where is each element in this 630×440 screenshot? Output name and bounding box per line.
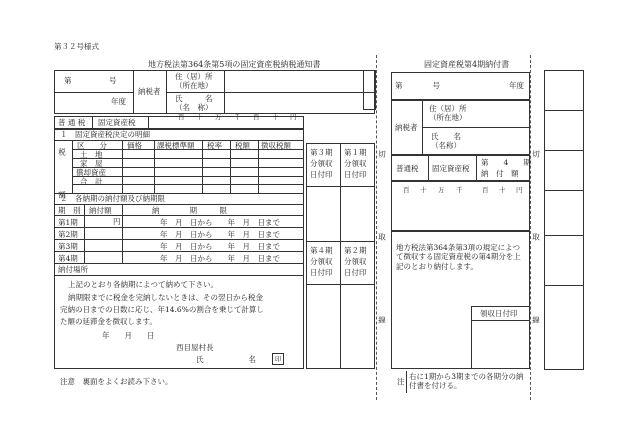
receipt-unit-hundred-million: 百 — [403, 186, 410, 194]
unit-thousand: 千 — [234, 113, 241, 121]
receipt-unit-thousand: 千 — [456, 186, 463, 194]
installment-deadline-3: 年 月 日から 年 月 日まで — [160, 242, 280, 251]
receipt-unit-ten-thousand: 万 — [438, 186, 445, 194]
receipt-unit-ten-million: 十 — [420, 186, 427, 194]
receipt-notice: 地方税法第364条第3項の規定によつて徴収する固定資産税の第4期分を上記のとおり納付します。 — [396, 243, 521, 271]
cut-line-left — [376, 55, 377, 400]
installment-deadline-2: 年 月 日から 年 月 日まで — [160, 230, 280, 239]
name-label: 氏 名 — [175, 94, 213, 103]
notice-line-1: 上記のとおり各納期によつて納めて下さい。 — [68, 280, 218, 289]
receipt-collection-type: 普通税 — [396, 164, 419, 173]
stamp-1-line3: 日付印 — [344, 170, 367, 179]
receipt-name-sub: （名称） — [431, 141, 461, 150]
name-field[interactable] — [225, 93, 374, 113]
unit-ten: 十 — [272, 113, 279, 121]
mayor-seal-char: 印 — [275, 355, 282, 363]
receipt-title: 固定資産税第4期納付書 — [424, 60, 510, 69]
installment-period-4: 第4期 — [58, 254, 78, 263]
s1-header-rate: 税率 — [207, 141, 222, 150]
stamp-1-line2: 分領収 — [344, 159, 367, 168]
s1-header-tax: 税額 — [235, 141, 250, 150]
receipt-number-label: 第 号 — [395, 81, 440, 90]
name-sub: （名 称） — [175, 103, 213, 112]
unit-hundred: 百 — [253, 113, 260, 121]
receipt-stamp-label: 領収日付印 — [480, 309, 518, 318]
unit-ten-million: 十 — [196, 113, 203, 121]
unit-yen: 円 — [290, 113, 297, 121]
unit-ten-thousand: 万 — [215, 113, 222, 121]
mayor-title: 西目屋村長 — [176, 343, 214, 352]
receipt-footnote-text: 右に1期から3期までの各期分の納付書を付ける。 — [409, 372, 524, 391]
s2-header-amount: 納付額 — [89, 206, 112, 215]
s2-yen: 円 — [113, 217, 121, 226]
receipt-amount-label: 納 付 額 — [481, 169, 519, 178]
stamp-4-line3: 日付印 — [310, 268, 333, 277]
s1-row-depreciable: 償却資産 — [76, 168, 106, 177]
installment-period-2: 第2期 — [58, 230, 78, 239]
installment-period-3: 第3期 — [58, 242, 78, 251]
main-footnote: 注意 裏面をよくお読み下さい。 — [60, 377, 173, 386]
stamp-3-line3: 日付印 — [310, 170, 333, 179]
notice-line-4: た額の延滞金を徴収します。 — [60, 317, 157, 326]
taxpayer-label: 納税者 — [138, 87, 161, 96]
notice-title: 地方税法第364条第5項の固定資産税納税通知書 — [148, 60, 321, 69]
receipt-edge-left — [363, 70, 376, 110]
section1-title: １ 固定資産税決定の明細 — [60, 130, 150, 139]
receipt-footnote-label: 注 — [397, 377, 405, 386]
stamp-4-line1: 第４期 — [310, 246, 333, 255]
receipt-taxpayer-label: 納税者 — [395, 123, 418, 132]
s1-header-price: 価格 — [127, 141, 142, 150]
s1-header-collected: 徴収税額 — [261, 141, 291, 150]
s1-row-house: 家 屋 — [80, 159, 103, 168]
installment-deadline-1: 年 月 日から 年 月 日まで — [160, 218, 280, 227]
cut-line-label-left: 切 取 線 — [377, 150, 387, 358]
tax-type: 固定資産税 — [98, 118, 136, 127]
tax-amount-col-label: 税 額 — [57, 148, 67, 213]
year-label: 年度 — [111, 97, 126, 106]
receipt-tax-type: 固定資産税 — [432, 164, 470, 173]
receipt-address-sub: （所在地） — [429, 113, 467, 122]
payment-place-label: 納付場所 — [58, 265, 88, 274]
s1-row-land: 土 地 — [80, 150, 103, 159]
cut-line-right — [530, 55, 531, 400]
receipt-address-label: 住（居）所 — [429, 104, 467, 113]
stamp-2-line1: 第２期 — [344, 246, 367, 255]
receipt-unit-ten: 十 — [499, 186, 506, 194]
receipt-year-label: 年度 — [509, 81, 524, 90]
mayor-name-label: 氏 名 — [196, 355, 256, 364]
section2-title: ２ 各納期の納付額及び納期限 — [60, 194, 165, 203]
receipt-edge-right — [544, 70, 584, 370]
installment-deadline-4: 年 月 日から 年 月 日まで — [160, 254, 280, 263]
receipt-unit-yen: 円 — [516, 186, 523, 194]
address-sub: （所在地） — [175, 81, 213, 90]
s2-header-period: 期 別 — [58, 206, 81, 215]
stamp-4-line2: 分領収 — [310, 257, 333, 266]
s1-row-total: 合 計 — [80, 177, 103, 186]
stamp-3-line2: 分領収 — [310, 159, 333, 168]
stamp-2-line2: 分領収 — [344, 257, 367, 266]
issue-date: 年 月 日 — [102, 331, 155, 340]
notice-line-3: 完納の日までの日数に応じ、年14.6%の割合を乗じて計算し — [60, 305, 264, 314]
receipt-name-label: 氏 名 — [431, 132, 461, 141]
unit-hundred-million: 百 — [178, 113, 185, 121]
s1-header-category: 区 分 — [77, 141, 107, 150]
s1-header-base: 課税標準額 — [157, 141, 195, 150]
collection-type: 普 通 税 — [58, 118, 86, 127]
s2-header-deadline: 納 期 限 — [152, 206, 227, 215]
number-label: 第 号 — [64, 76, 117, 85]
receipt-unit-hundred: 百 — [482, 186, 489, 194]
stamp-1-line1: 第１期 — [344, 148, 367, 157]
address-label: 住（居）所 — [175, 72, 213, 81]
cut-line-label-right: 切 取 線 — [531, 150, 541, 358]
form-number: 第３２号様式 — [54, 42, 99, 51]
address-field[interactable] — [225, 71, 374, 91]
receipt-period: 第 4 期 — [481, 158, 531, 167]
stamp-2-line3: 日付印 — [344, 268, 367, 277]
stamp-3-line1: 第３期 — [310, 148, 333, 157]
notice-line-2: 納期限までに税金を完納しないときは、その翌日から税金 — [68, 293, 263, 302]
installment-period-1: 第1期 — [58, 218, 78, 227]
